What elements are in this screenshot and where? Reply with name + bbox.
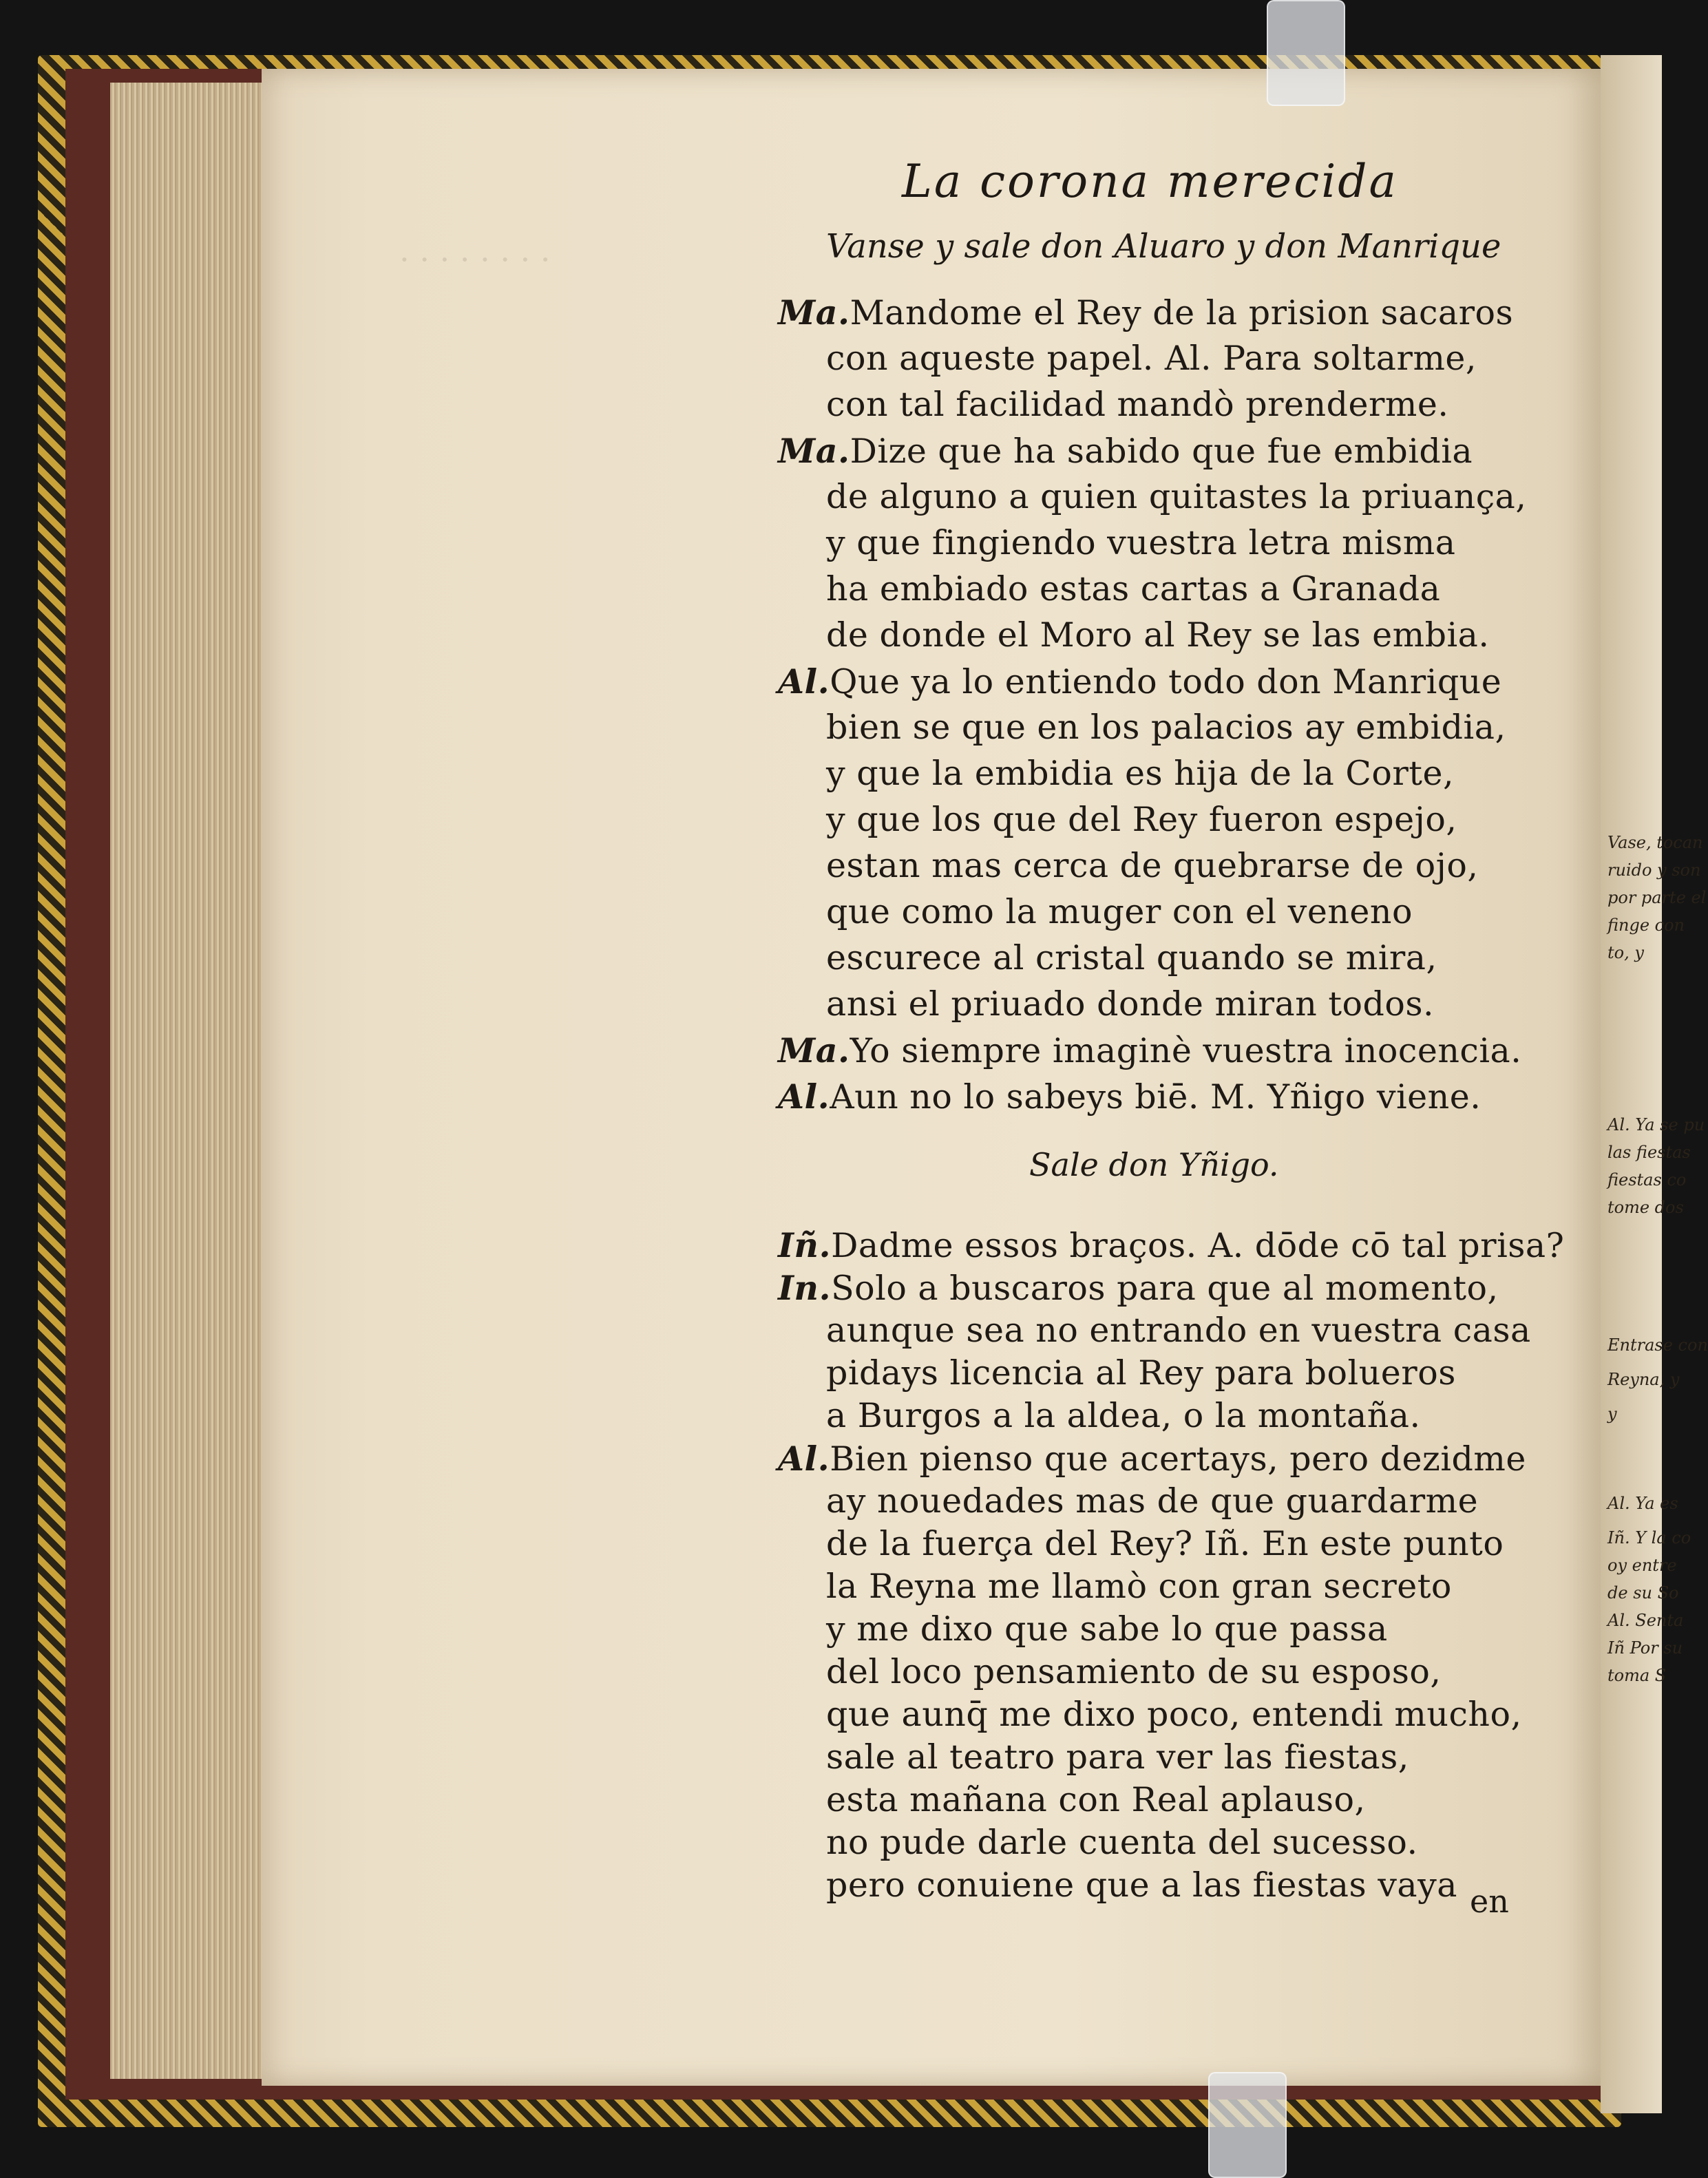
verse-text: bien se que en los palacios ay embidia, <box>826 708 1506 747</box>
verse-line <box>826 708 1506 747</box>
verse-line <box>826 569 1440 609</box>
facing-page-fragment: Al. Ya es <box>1607 1494 1678 1513</box>
facing-page-fragment: Reyna, y <box>1607 1370 1680 1389</box>
verse-text: y que fingiendo vuestra letra misma <box>826 523 1456 562</box>
facing-page-fragment: de su So <box>1607 1583 1679 1603</box>
facing-page-fragment: to, y <box>1607 943 1644 962</box>
verse-text: que aunq̄ me dixo poco, entendi mucho, <box>826 1695 1522 1734</box>
verse-text: Que ya lo entiendo todo don Manrique <box>830 662 1502 701</box>
verse-text: con aqueste papel. Al. Para soltarme, <box>826 339 1477 378</box>
facing-page-fragment: Vase, tocan <box>1607 833 1703 852</box>
verse-line <box>826 892 1413 931</box>
verse-text: Solo a buscaros para que al momento, <box>831 1269 1499 1308</box>
verse-text: Dadme essos braços. A. dōde cō tal prisa? <box>831 1226 1565 1265</box>
verse-line <box>778 1439 1526 1479</box>
facing-page-fragment: fiestas co <box>1607 1170 1687 1190</box>
verse-line <box>826 1823 1418 1862</box>
facing-page-fragment: toma S <box>1607 1666 1667 1685</box>
verse-line <box>826 1481 1478 1521</box>
verse-line <box>826 1353 1456 1393</box>
facing-page-fragment: Iñ. Y la co <box>1607 1528 1691 1547</box>
facing-page-fragment: y <box>1607 1404 1617 1424</box>
verse-text: escurece al cristal quando se mira, <box>826 938 1437 977</box>
facing-page-fragment: Iñ Por su <box>1607 1638 1683 1658</box>
verse-text: que como la muger con el veneno <box>826 892 1413 931</box>
verse-text: de donde el Moro al Rey se las embia. <box>826 615 1490 655</box>
speaker-label: Ma. <box>778 1030 850 1070</box>
speaker-label: Ma. <box>778 431 850 471</box>
verse-text: Mandome el Rey de la prision sacaros <box>850 293 1514 332</box>
verse-text: y que la embidia es hija de la Corte, <box>826 754 1455 793</box>
verse-line <box>826 477 1526 516</box>
verse-line <box>826 385 1448 424</box>
verse-line <box>826 1396 1421 1435</box>
verse-text: Yo siempre imaginè vuestra inocencia. <box>850 1031 1522 1070</box>
verse-line <box>826 1695 1522 1734</box>
stage-direction-enter: Sale don Yñigo. <box>1029 1146 1279 1183</box>
facing-page-fragment: finge con <box>1607 916 1685 935</box>
speaker-label: Al. <box>778 662 830 701</box>
facing-page-fragment: Al. Ya se pu <box>1607 1115 1705 1134</box>
stage-direction-exit: Vanse y sale don Aluaro y don Manrique <box>826 227 1501 266</box>
verse-text: pidays licencia al Rey para bolueros <box>826 1353 1456 1393</box>
verse-text: a Burgos a la aldea, o la montaña. <box>826 1396 1421 1435</box>
verse-text: la Reyna me llamò con gran secreto <box>826 1567 1452 1606</box>
verse-text: ansi el priuado donde miran todos. <box>826 984 1435 1024</box>
verse-line <box>778 1077 1481 1117</box>
facing-page-fragment: Entrase con <box>1607 1335 1708 1355</box>
verse-line <box>826 1737 1409 1777</box>
verse-text: Dize que ha sabido que fue embidia <box>850 432 1473 471</box>
verse-line <box>826 615 1489 655</box>
verse-line <box>778 1030 1521 1070</box>
show-through: · · · · · · · · <box>399 241 551 278</box>
verse-text: Bien pienso que acertays, pero dezidme <box>830 1439 1526 1479</box>
verse-text: de la fuerça del Rey? Iñ. En este punto <box>826 1524 1504 1563</box>
verse-line <box>826 754 1454 793</box>
verse-text: con tal facilidad mandò prenderme. <box>826 385 1449 424</box>
facing-page-fragment: oy entre <box>1607 1556 1677 1575</box>
verse-line <box>778 293 1513 332</box>
verse-text: y me dixo que sabe lo que passa <box>826 1609 1388 1649</box>
page-clip-top <box>1267 0 1345 106</box>
verse-text: del loco pensamiento de su esposo, <box>826 1652 1442 1691</box>
verse-text: ay nouedades mas de que guardarme <box>826 1481 1479 1521</box>
facing-page-fragment: ruido y son <box>1607 860 1701 880</box>
verse-line <box>778 431 1473 471</box>
speaker-label: In. <box>778 1268 832 1308</box>
facing-page-fragment: Al. Senta <box>1607 1611 1684 1630</box>
catchword: en <box>1470 1883 1509 1920</box>
verse-line <box>778 662 1501 701</box>
verse-line <box>826 1524 1504 1563</box>
page-edges <box>110 83 270 2079</box>
verse-line <box>778 1225 1564 1265</box>
verse-line <box>826 1865 1457 1905</box>
verse-text: de alguno a quien quitastes la priuança, <box>826 477 1527 516</box>
verse-text: aunque sea no entrando en vuestra casa <box>826 1311 1531 1350</box>
verse-line <box>826 938 1437 977</box>
verse-text: estan mas cerca de quebrarse de ojo, <box>826 846 1479 885</box>
verse-line <box>826 1609 1388 1649</box>
facing-page-fragment: las fiestas <box>1607 1143 1691 1162</box>
verse-text: no pude darle cuenta del sucesso. <box>826 1823 1418 1862</box>
verse-text: pero conuiene que a las fiestas vaya <box>826 1865 1457 1905</box>
verse-text: y que los que del Rey fueron espejo, <box>826 800 1457 839</box>
verse-text: ha embiado estas cartas a Granada <box>826 569 1441 609</box>
facing-page-fragment: tome dos <box>1607 1198 1684 1217</box>
verse-line <box>826 1311 1531 1350</box>
verse-line <box>826 523 1455 562</box>
verse-line <box>826 984 1434 1024</box>
page-clip-bottom <box>1208 2072 1287 2178</box>
verse-line <box>826 1780 1366 1819</box>
verse-text: Aun no lo sabeys biē. M. Yñigo viene. <box>830 1077 1482 1117</box>
verse-line <box>826 1567 1452 1606</box>
speaker-label: Ma. <box>778 293 850 332</box>
verse-line <box>826 846 1478 885</box>
facing-page-strip <box>1601 55 1708 2113</box>
speaker-label: Al. <box>778 1439 830 1479</box>
verse-text: sale al teatro para ver las fiestas, <box>826 1737 1409 1777</box>
facing-page-fragment: por parte el <box>1607 888 1707 907</box>
verse-line <box>778 1268 1499 1308</box>
speaker-label: Iñ. <box>778 1225 832 1265</box>
verse-line <box>826 1652 1442 1691</box>
verse-line <box>826 800 1457 839</box>
verse-line <box>826 339 1477 378</box>
verse-text: esta mañana con Real aplauso, <box>826 1780 1366 1819</box>
speaker-label: Al. <box>778 1077 830 1117</box>
running-title: La corona merecida <box>902 155 1398 208</box>
